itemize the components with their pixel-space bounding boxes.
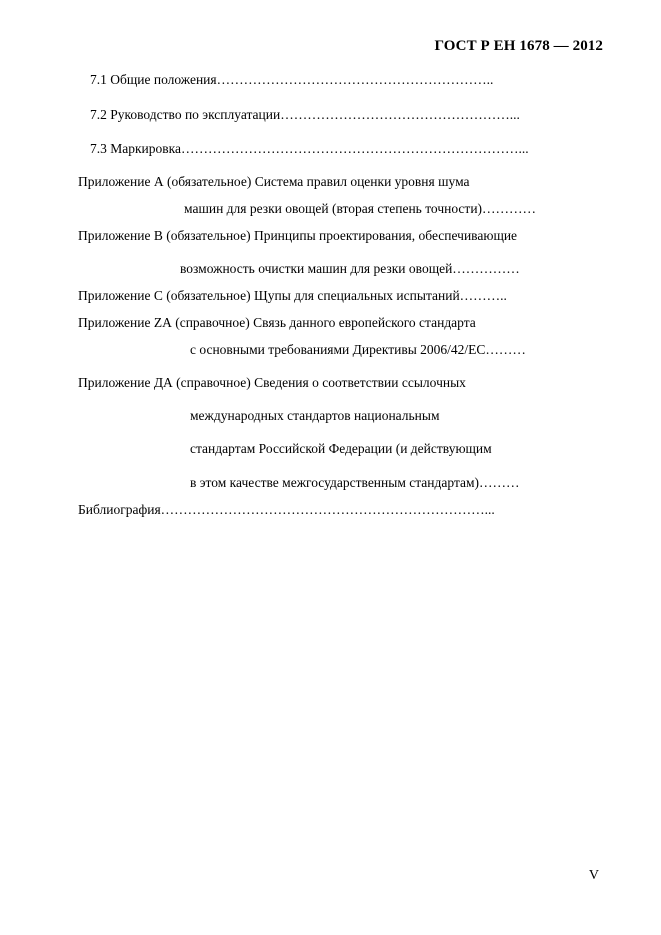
toc-annex-za-line-1: Приложение ZА (справочное) Связь данного европейского стандарта xyxy=(78,315,476,330)
toc-annex-a-line-2: машин для резки овощей (вторая степень точности)………… xyxy=(184,201,537,216)
toc-entry-7-1: 7.1 Общие положения…………………………………………………….. xyxy=(90,72,494,87)
page-number: V xyxy=(588,868,599,883)
toc-annex-b-line-2: возможность очистки машин для резки овощей…………… xyxy=(180,261,520,276)
toc-annex-da-line-1: Приложение ДА (справочное) Сведения о соответствии ссылочных xyxy=(78,375,466,390)
toc-annex-b-line-1: Приложение В (обязательное) Принципы проектирования, обеспечивающие xyxy=(78,228,518,243)
toc-annex-da-line-2: международных стандартов национальным xyxy=(190,408,440,423)
toc-annex-za-line-2: с основными требованиями Директивы 2006/42/ЕС……… xyxy=(190,342,526,357)
toc-entry-7-2: 7.2 Руководство по эксплуатации……………………………………………... xyxy=(90,107,520,122)
toc-annex-a-line-1: Приложение А (обязательное) Система правил оценки уровня шума xyxy=(78,174,470,189)
toc-annex-c: Приложение С (обязательное) Щупы для специальных испытаний……….. xyxy=(78,288,507,303)
toc-bibliography: Библиография………………………………………………………………... xyxy=(78,502,495,517)
toc-entry-7-3: 7.3 Маркировка…………………………………………………………………... xyxy=(90,141,529,156)
toc-annex-da-line-3: стандартам Российской Федерации (и действующим xyxy=(190,441,492,456)
document-code-header: ГОСТ Р ЕН 1678 — 2012 xyxy=(434,38,603,54)
toc-annex-da-line-4: в этом качестве межгосударственным стандартам)……… xyxy=(190,475,520,490)
